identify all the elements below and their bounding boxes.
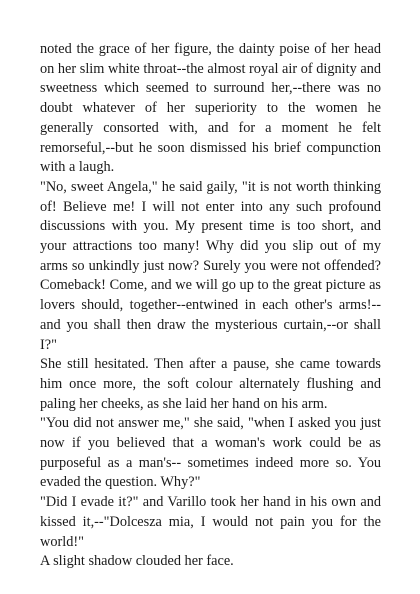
paragraph-angela-question: "You did not answer me," she said, "when I asked you just now if you believed that a woman's work could be as purposeful as a man's-- sometimes indeed more so. You evaded the question. Why?" bbox=[40, 415, 381, 491]
document-page bbox=[40, 40, 381, 572]
paragraph-shadow-clouded: A slight shadow clouded her face. bbox=[40, 553, 234, 570]
paragraph-varillo-reply: "Did I evade it?" and Varillo took her hand in his own and kissed it,--"Dolcesza mia, I would not pain you for the world!" bbox=[40, 494, 381, 550]
paragraph-narration-remorse: noted the grace of her figure, the dainty poise of her head on her slim white throat--the almost royal air of dignity and sweetness which seemed to surround her,--there was no doubt whatever of her superiority to the women he generally consorted with, and for a moment he felt remorseful,--but he soon dismissed his brief compunction with a laugh. bbox=[40, 41, 381, 176]
paragraph-varillo-speech: "No, sweet Angela," he said gaily, "it is not worth thinking of! Believe me! I will not enter into any such profound discussions with you. My present time is too short, and your attractions too many! Why did you slip out of my arms so unkindly just now? Surely you were not offended? Comeback! Come, and we will go up to the great picture as lovers should, together--entwined in each other's arms!-- and you shall then draw the mysterious curtain,--or shall I?" bbox=[40, 178, 381, 353]
paragraph-angela-hesitates: She still hesitated. Then after a pause, she came towards him once more, the soft colour alternately flushing and paling her cheeks, as she laid her hand on his arm. bbox=[40, 356, 381, 412]
